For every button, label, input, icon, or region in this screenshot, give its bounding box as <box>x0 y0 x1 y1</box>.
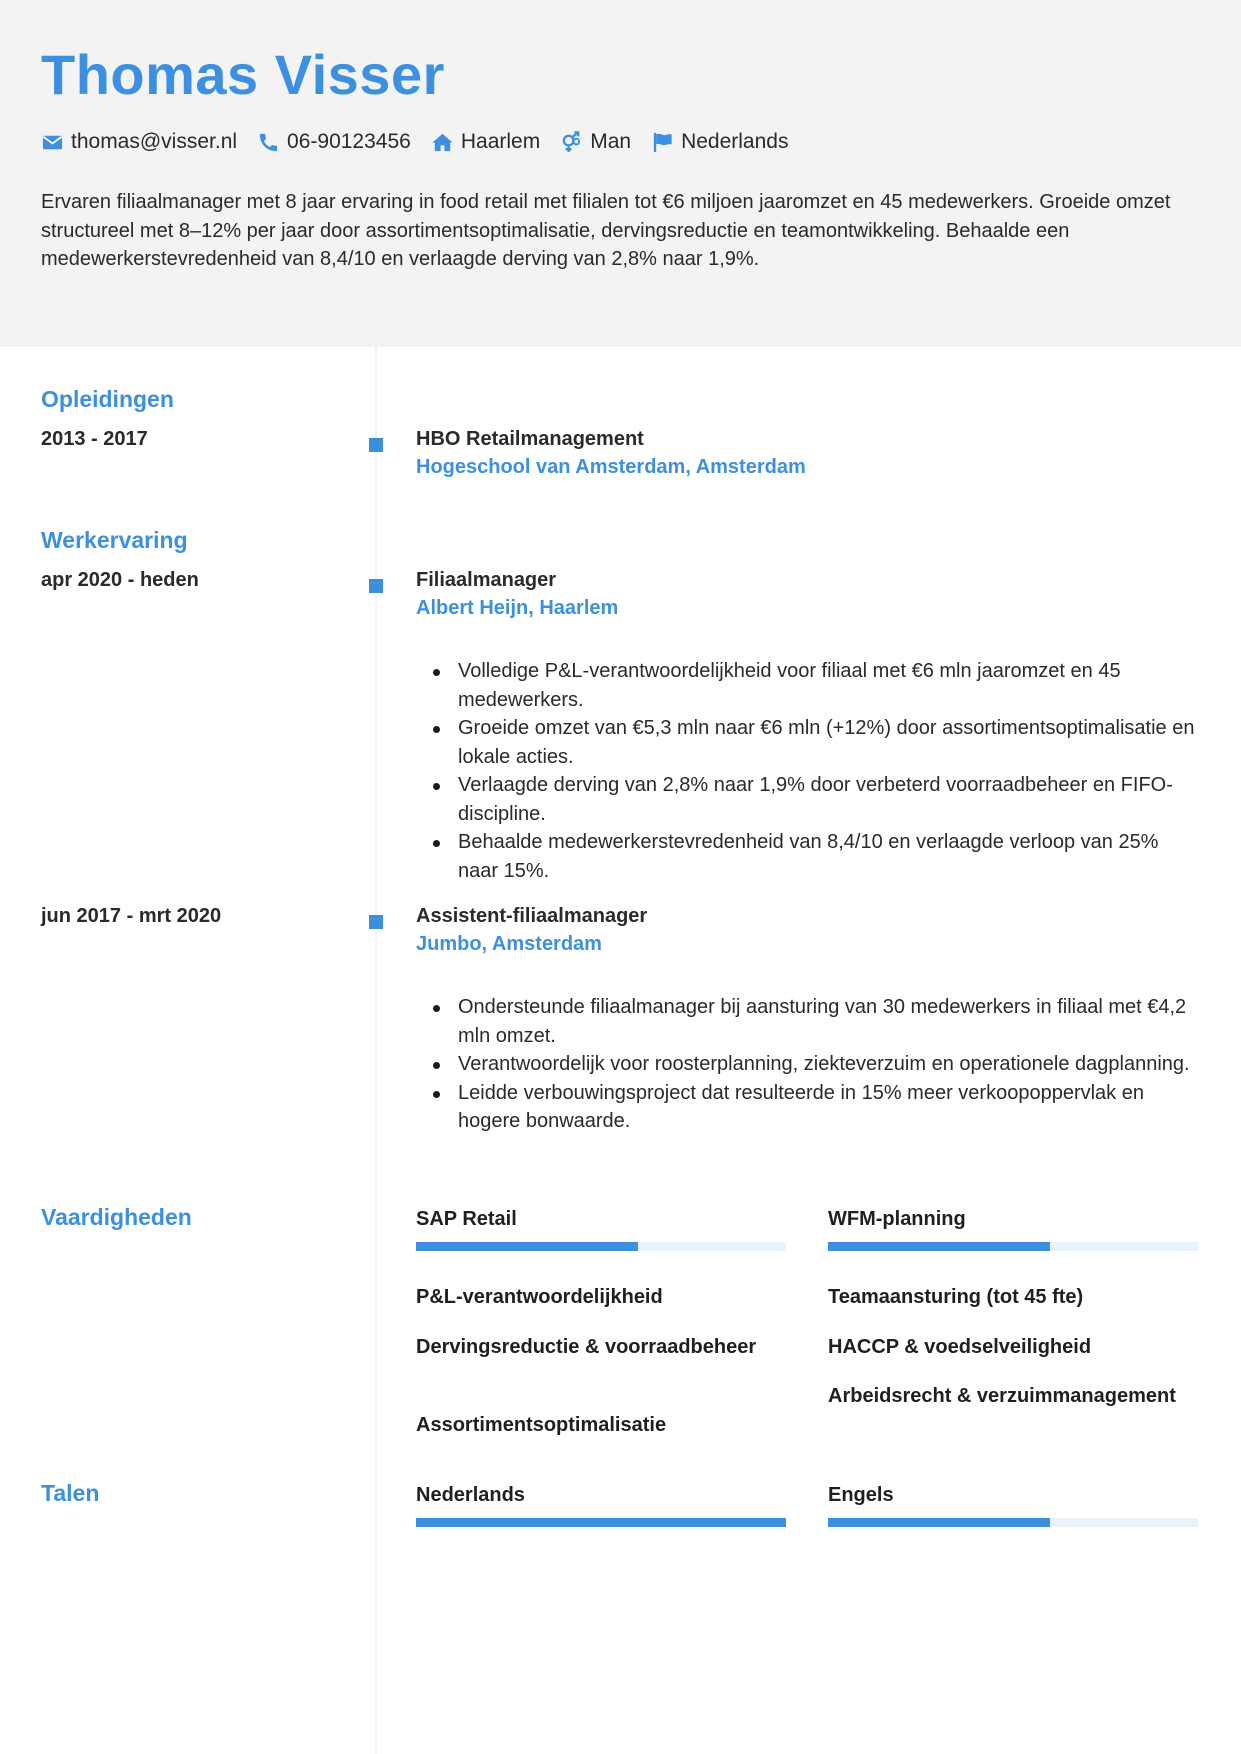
language-level-bar <box>416 1518 786 1527</box>
gender-icon <box>560 131 583 154</box>
city-text: Haarlem <box>460 130 541 153</box>
list-item: Verlaagde derving van 2,8% naar 1,9% door verbeterd voorraadbeheer en FIFO-discipline. <box>416 771 1196 828</box>
list-item: Verantwoordelijk voor roosterplanning, ziekteverzuim en operationele dagplanning. <box>416 1050 1196 1079</box>
flag-icon <box>651 131 674 154</box>
contact-email <box>41 130 237 154</box>
phone-icon <box>257 131 280 154</box>
contact-phone <box>257 130 411 154</box>
experience-date: apr 2020 - heden <box>41 569 199 591</box>
job-employer: Albert Heijn, Haarlem <box>416 597 619 619</box>
job-responsibilities <box>416 657 1196 885</box>
job-title: Assistent-filiaalmanager <box>416 905 648 927</box>
list-item: Leidde verbouwingsproject dat resulteerde in 15% meer verkoopoppervlak en hogere bonwaarde. <box>416 1079 1196 1136</box>
skill-level-fill <box>828 1242 1050 1251</box>
skill-item: Assortimentsoptimalisatie <box>416 1414 667 1436</box>
email-text: thomas@visser.nl <box>71 130 238 153</box>
contact-gender <box>560 130 631 154</box>
contact-nationality <box>651 130 788 154</box>
candidate-name: Thomas Visser <box>41 43 445 106</box>
skill-item: Arbeidsrecht & verzuimmanagement <box>828 1385 1176 1407</box>
language-label: Engels <box>828 1484 894 1506</box>
education-date: 2013 - 2017 <box>41 428 148 450</box>
skill-label: WFM-planning <box>828 1208 966 1230</box>
list-item: Groeide omzet van €5,3 mln naar €6 mln (+12%) door assortimentsoptimalisatie en lokale acties. <box>416 714 1196 771</box>
experience-date: jun 2017 - mrt 2020 <box>41 905 222 927</box>
language-label: Nederlands <box>416 1484 525 1506</box>
skill-item: HACCP & voedselveiligheid <box>828 1336 1092 1358</box>
skill-level-bar <box>416 1242 786 1251</box>
timeline-marker <box>369 438 383 452</box>
envelope-icon <box>41 131 64 154</box>
language-level-bar <box>828 1518 1198 1527</box>
section-title-experience: Werkervaring <box>41 527 188 553</box>
column-divider <box>375 347 377 1754</box>
nationality-text: Nederlands <box>681 130 789 153</box>
job-responsibilities <box>416 993 1196 1136</box>
job-employer: Jumbo, Amsterdam <box>416 933 602 955</box>
timeline-marker <box>369 915 383 929</box>
language-level-fill <box>828 1518 1050 1527</box>
skill-label: SAP Retail <box>416 1208 517 1230</box>
section-title-education: Opleidingen <box>41 386 174 412</box>
contact-city <box>431 130 540 154</box>
list-item: Ondersteunde filiaalmanager bij aansturing van 30 medewerkers in filiaal met €4,2 mln omzet. <box>416 993 1196 1050</box>
list-item: Behaalde medewerkerstevredenheid van 8,4/10 en verlaagde verloop van 25% naar 15%. <box>416 828 1196 885</box>
list-item: Volledige P&L-verantwoordelijkheid voor filiaal met €6 mln jaaromzet en 45 medewerkers. <box>416 657 1196 714</box>
section-title-skills: Vaardigheden <box>41 1204 192 1230</box>
profile-summary: Ervaren filiaalmanager met 8 jaar ervaring in food retail met filialen tot €6 miljoen jaaromzet en 45 medewerkers. Groeide omzet structureel met 8–12% per jaar door assortimentsoptimalisatie, dervingsreductie en teamontwikkeling. Behaalde een medewerkerstevredenheid van 8,4/10 en verlaagde derving van 2,8% naar 1,9%. <box>41 191 1171 270</box>
skill-item: P&L-verantwoordelijkheid <box>416 1286 663 1308</box>
phone-text: 06-90123456 <box>287 130 411 153</box>
skill-level-fill <box>416 1242 638 1251</box>
gender-text: Man <box>590 130 632 153</box>
skill-level-bar <box>828 1242 1198 1251</box>
timeline-marker <box>369 579 383 593</box>
contact-row <box>41 127 808 157</box>
education-school: Hogeschool van Amsterdam, Amsterdam <box>416 456 806 478</box>
header <box>0 0 1241 347</box>
education-degree: HBO Retailmanagement <box>416 428 644 450</box>
job-title: Filiaalmanager <box>416 569 557 591</box>
section-title-languages: Talen <box>41 1480 100 1506</box>
skill-item: Teamaansturing (tot 45 fte) <box>828 1286 1084 1308</box>
skill-item: Dervingsreductie & voorraadbeheer <box>416 1336 757 1358</box>
house-icon <box>431 131 454 154</box>
language-level-fill <box>416 1518 786 1527</box>
